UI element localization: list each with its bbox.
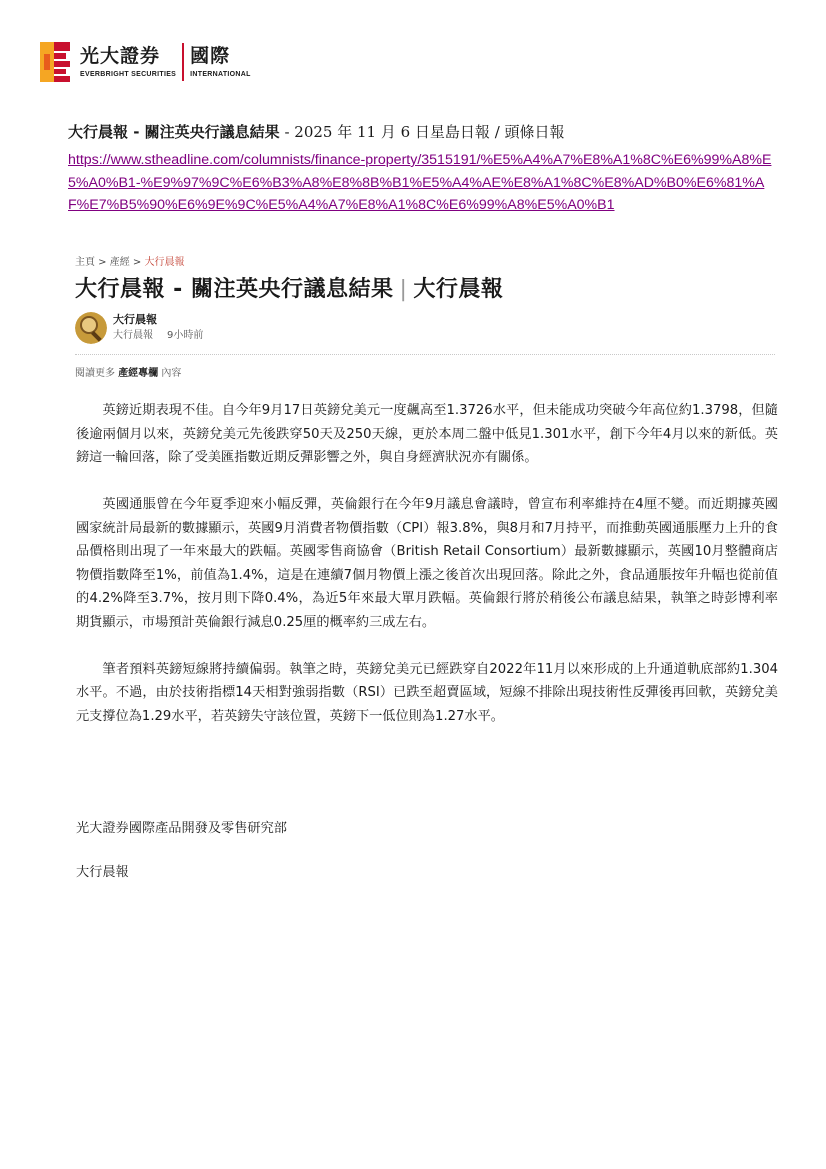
logo-divider (182, 43, 184, 81)
document-title: 大行晨報 - 關注英央行議息結果 (68, 123, 280, 141)
divider (75, 354, 775, 355)
breadcrumb-current[interactable]: 大行晨報 (144, 257, 185, 268)
article-title-main: 大行晨報 - 關注英央行議息結果 (75, 277, 394, 302)
article-title-separator: | (399, 277, 408, 302)
logo-en-left: EVERBRIGHT SECURITIES (80, 70, 177, 78)
company-logo (38, 40, 251, 84)
read-more-prefix: 閱讀更多 (75, 368, 119, 379)
article-paragraph: 筆者預料英鎊短線將持續偏弱。執筆之時，英鎊兌美元已經跌穿自2022年11月以來形成的上升通道軌底部約1.304水平。不過，由於技術指標14天相對強弱指數（RSI）已跌至超賣區域，短線不排除出現技術性反彈後再回軟，英鎊兌美元支撐位為1.29水平，若英鎊失守該位置，英鎊下一低位則為1.27水平。 (76, 661, 778, 724)
document-source: - 2025 年 11 月 6 日星島日報 / 頭條日報 (279, 123, 565, 141)
avatar-magnifier-icon (75, 312, 107, 344)
logo-en-right: INTERNATIONAL (190, 70, 251, 78)
signature-name: 大行晨報 (76, 865, 129, 880)
breadcrumb-section[interactable]: 產經 (109, 257, 130, 268)
breadcrumb-separator: > (95, 257, 110, 268)
read-more (75, 364, 181, 379)
logo-cn-right: 國際 (190, 44, 231, 67)
article-body (76, 399, 778, 752)
article-title (75, 272, 503, 303)
article-paragraph: 英鎊近期表現不佳。自今年9月17日英鎊兌美元一度飆高至1.3726水平，但未能成功突破今年高位約1.3798，但隨後逾兩個月以來，英鎊兌美元先後跌穿50天及250天線，更於本周二盤中低見1.301水平，創下今年4月以來的新低。英鎊這一輪回落，除了受美匯指數近期反彈影響之外，與自身經濟狀況亦有關係。 (76, 403, 778, 465)
publish-time: 9小時前 (167, 330, 204, 341)
author-name[interactable]: 大行晨報 (113, 313, 157, 326)
read-more-suffix: 內容 (158, 368, 182, 379)
article-paragraph: 英國通脹曾在今年夏季迎來小幅反彈，英倫銀行在今年9月議息會議時，曾宣布利率維持在4厘不變。而近期據英國國家統計局最新的數據顯示，英國9月消費者物價指數（CPI）報3.8%，與8月和7月持平，而推動英國通脹壓力上升的食品價格則出現了一年來最大的跌幅。英國零售商協會（British Retail Consortium）最新數據顯示，英國10月整體商店物價指數降至1%，前值為1.4%，這是在連續7個月物價上漲之後首次出現回落。除此之外，食品通脹按年升幅也從前值的4.2%降至3.7%，按月則下降0.4%，為近5年來最大單月跌幅。英倫銀行將於稍後公布議息結果，執筆之時彭博利率期貨顯示，市場預計英倫銀行減息0.25厘的概率約三成左右。 (76, 497, 778, 630)
breadcrumb-home[interactable]: 主頁 (75, 257, 95, 268)
author-column: 大行晨報 (113, 330, 153, 341)
article-title-column: 大行晨報 (413, 277, 504, 302)
source-url-link[interactable]: https://www.stheadline.com/columnists/finance-property/3515191/%E5%A4%A7%E8%A1%8C%E6%99%A8%E5%A0%B1-%E9%97%9C%E6%B3%A8%E8%8B%B1%E5%A4%AE%E8%A1%8C%E8%AD%B0%E6%81%AF%E7%B5%90%E6%9E%9C%E5%A4%A7%E8%A1%8C%E6%99%A8%E5%A0%B1 (68, 152, 772, 214)
everbright-logo-icon (38, 40, 72, 84)
logo-cn-left: 光大證券 (80, 44, 161, 67)
signature-org: 光大證券國際產品開發及零售研究部 (76, 821, 287, 836)
author-block (75, 312, 203, 344)
breadcrumb (75, 253, 185, 268)
author-avatar[interactable] (75, 312, 107, 344)
breadcrumb-separator: > (129, 257, 145, 268)
document-heading (68, 121, 788, 143)
read-more-link[interactable]: 產經專欄 (118, 368, 159, 379)
